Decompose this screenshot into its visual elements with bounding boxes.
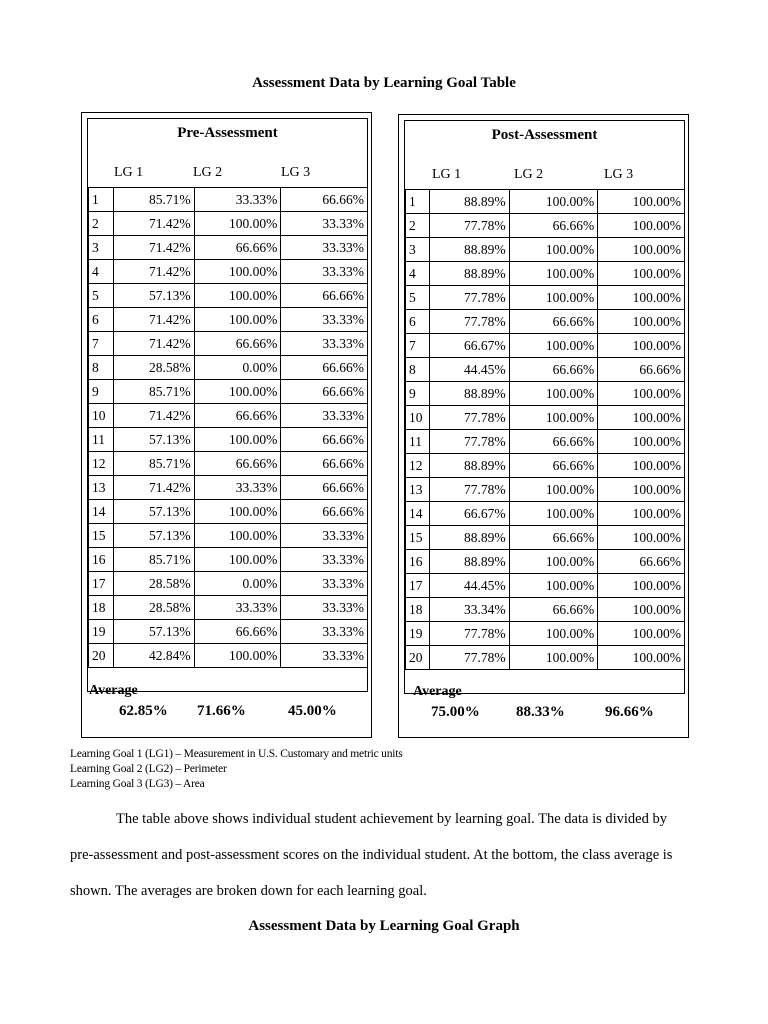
score-cell-lg2: 33.33% [194,596,281,620]
table-row [89,524,368,548]
post-header-lg3: LG 3 [604,167,634,182]
student-number-cell: 15 [406,526,430,550]
score-cell-lg1: 88.89% [429,526,509,550]
student-number-cell: 19 [89,620,114,644]
score-cell-lg3: 66.66% [281,380,368,404]
table-row [406,262,685,286]
student-number-cell: 20 [89,644,114,668]
table-row [406,622,685,646]
score-cell-lg2: 100.00% [194,644,281,668]
student-number-cell: 11 [406,430,430,454]
table-row [406,358,685,382]
student-number-cell: 12 [89,452,114,476]
score-cell-lg1: 57.13% [113,284,194,308]
post-average-label: Average [413,684,462,699]
student-number-cell: 14 [406,502,430,526]
score-cell-lg3: 33.33% [281,260,368,284]
table-row [406,502,685,526]
score-cell-lg1: 71.42% [113,404,194,428]
score-cell-lg1: 66.67% [429,334,509,358]
paragraph-line-2: pre-assessment and post-assessment scores on the individual student. At the bottom, the class average is [70,847,673,863]
score-cell-lg2: 100.00% [509,238,598,262]
score-cell-lg1: 77.78% [429,214,509,238]
post-assessment-inner [404,120,685,694]
score-cell-lg1: 85.71% [113,452,194,476]
student-number-cell: 10 [406,406,430,430]
score-cell-lg3: 100.00% [598,526,685,550]
student-number-cell: 16 [406,550,430,574]
score-cell-lg1: 44.45% [429,574,509,598]
score-cell-lg3: 100.00% [598,430,685,454]
table-row [89,476,368,500]
score-cell-lg1: 88.89% [429,454,509,478]
pre-average-lg3: 45.00% [288,703,337,719]
score-cell-lg3: 33.33% [281,572,368,596]
score-cell-lg2: 100.00% [194,548,281,572]
student-number-cell: 3 [406,238,430,262]
score-cell-lg3: 66.66% [281,452,368,476]
score-cell-lg1: 77.78% [429,286,509,310]
student-number-cell: 13 [406,478,430,502]
score-cell-lg3: 100.00% [598,238,685,262]
student-number-cell: 2 [89,212,114,236]
score-cell-lg2: 66.66% [194,452,281,476]
score-cell-lg3: 100.00% [598,262,685,286]
pre-header-lg3: LG 3 [281,165,311,180]
table-row [89,236,368,260]
table-row [89,356,368,380]
student-number-cell: 8 [406,358,430,382]
student-number-cell: 17 [406,574,430,598]
student-number-cell: 9 [406,382,430,406]
score-cell-lg1: 77.78% [429,646,509,670]
score-cell-lg3: 33.33% [281,332,368,356]
student-number-cell: 15 [89,524,114,548]
score-cell-lg1: 77.78% [429,430,509,454]
score-cell-lg3: 66.66% [281,356,368,380]
score-cell-lg3: 100.00% [598,190,685,214]
score-cell-lg3: 66.66% [598,550,685,574]
score-cell-lg2: 66.66% [509,526,598,550]
score-cell-lg3: 33.33% [281,620,368,644]
score-cell-lg2: 100.00% [509,262,598,286]
score-cell-lg3: 100.00% [598,622,685,646]
score-cell-lg2: 100.00% [509,622,598,646]
score-cell-lg1: 28.58% [113,356,194,380]
post-average-lg2: 88.33% [516,704,565,720]
post-assessment-title: Post-Assessment [491,127,598,143]
pre-assessment-table [88,187,368,668]
score-cell-lg3: 33.33% [281,404,368,428]
score-cell-lg3: 100.00% [598,574,685,598]
student-number-cell: 9 [89,380,114,404]
score-cell-lg2: 0.00% [194,572,281,596]
score-cell-lg3: 66.66% [598,358,685,382]
score-cell-lg3: 33.33% [281,596,368,620]
score-cell-lg2: 100.00% [194,212,281,236]
score-cell-lg3: 100.00% [598,214,685,238]
student-number-cell: 11 [89,428,114,452]
score-cell-lg1: 33.34% [429,598,509,622]
score-cell-lg1: 71.42% [113,308,194,332]
score-cell-lg2: 100.00% [509,478,598,502]
student-number-cell: 5 [89,284,114,308]
table-row [89,620,368,644]
score-cell-lg2: 100.00% [509,286,598,310]
score-cell-lg2: 100.00% [194,428,281,452]
post-assessment-panel [398,114,689,738]
graph-title: Assessment Data by Learning Goal Graph [248,918,520,934]
score-cell-lg1: 88.89% [429,382,509,406]
table-row [89,572,368,596]
pre-assessment-panel [81,112,372,738]
score-cell-lg1: 57.13% [113,620,194,644]
table-row [406,286,685,310]
score-cell-lg2: 100.00% [509,550,598,574]
table-row [406,598,685,622]
score-cell-lg3: 100.00% [598,310,685,334]
paragraph-line-3: shown. The averages are broken down for each learning goal. [70,883,427,899]
table-row [406,526,685,550]
score-cell-lg3: 100.00% [598,334,685,358]
score-cell-lg2: 66.66% [194,332,281,356]
table-row [406,478,685,502]
score-cell-lg2: 100.00% [194,308,281,332]
table-row [89,596,368,620]
post-average-lg1: 75.00% [431,704,480,720]
score-cell-lg1: 28.58% [113,596,194,620]
student-number-cell: 13 [89,476,114,500]
score-cell-lg1: 57.13% [113,524,194,548]
student-number-cell: 6 [89,308,114,332]
score-cell-lg2: 100.00% [194,380,281,404]
score-cell-lg3: 100.00% [598,406,685,430]
table-row [406,310,685,334]
score-cell-lg2: 66.66% [509,310,598,334]
table-row [89,284,368,308]
score-cell-lg2: 100.00% [509,334,598,358]
score-cell-lg2: 66.66% [194,404,281,428]
pre-header-lg2: LG 2 [193,165,223,180]
student-number-cell: 2 [406,214,430,238]
score-cell-lg3: 100.00% [598,502,685,526]
student-number-cell: 5 [406,286,430,310]
table-row [406,646,685,670]
table-row [406,430,685,454]
score-cell-lg1: 42.84% [113,644,194,668]
score-cell-lg2: 0.00% [194,356,281,380]
table-row [406,382,685,406]
score-cell-lg2: 66.66% [509,598,598,622]
score-cell-lg2: 66.66% [509,430,598,454]
score-cell-lg1: 88.89% [429,190,509,214]
score-cell-lg1: 71.42% [113,332,194,356]
score-cell-lg2: 100.00% [509,502,598,526]
table-row [89,428,368,452]
table-row [89,260,368,284]
legend-lg3: Learning Goal 3 (LG3) – Area [70,778,205,790]
score-cell-lg3: 66.66% [281,476,368,500]
student-number-cell: 10 [89,404,114,428]
table-row [89,308,368,332]
pre-assessment-title: Pre-Assessment [177,125,278,141]
score-cell-lg2: 100.00% [509,406,598,430]
score-cell-lg3: 100.00% [598,286,685,310]
table-row [406,214,685,238]
pre-average-lg1: 62.85% [119,703,168,719]
score-cell-lg1: 57.13% [113,428,194,452]
student-number-cell: 12 [406,454,430,478]
student-number-cell: 7 [89,332,114,356]
table-row [406,406,685,430]
score-cell-lg1: 66.67% [429,502,509,526]
student-number-cell: 20 [406,646,430,670]
table-row [89,644,368,668]
post-assessment-table [405,189,685,670]
score-cell-lg2: 66.66% [194,236,281,260]
student-number-cell: 1 [89,188,114,212]
score-cell-lg3: 33.33% [281,548,368,572]
table-row [406,190,685,214]
score-cell-lg2: 100.00% [509,574,598,598]
pre-average-label: Average [89,683,138,698]
score-cell-lg1: 88.89% [429,238,509,262]
table-row [89,212,368,236]
score-cell-lg1: 77.78% [429,622,509,646]
table-row [89,404,368,428]
table-row [89,380,368,404]
table-row [406,238,685,262]
score-cell-lg3: 33.33% [281,644,368,668]
score-cell-lg1: 44.45% [429,358,509,382]
score-cell-lg1: 28.58% [113,572,194,596]
student-number-cell: 18 [406,598,430,622]
score-cell-lg1: 71.42% [113,236,194,260]
score-cell-lg3: 100.00% [598,478,685,502]
student-number-cell: 8 [89,356,114,380]
score-cell-lg3: 33.33% [281,308,368,332]
legend-lg2: Learning Goal 2 (LG2) – Perimeter [70,763,227,775]
score-cell-lg2: 33.33% [194,476,281,500]
score-cell-lg3: 100.00% [598,382,685,406]
student-number-cell: 4 [89,260,114,284]
table-title: Assessment Data by Learning Goal Table [252,75,516,91]
paragraph-line-1: The table above shows individual student achievement by learning goal. The data is divided by [116,811,667,827]
score-cell-lg3: 100.00% [598,598,685,622]
score-cell-lg2: 100.00% [194,500,281,524]
post-header-lg1: LG 1 [432,167,462,182]
score-cell-lg1: 85.71% [113,548,194,572]
score-cell-lg1: 71.42% [113,476,194,500]
score-cell-lg1: 77.78% [429,310,509,334]
score-cell-lg2: 100.00% [509,382,598,406]
score-cell-lg1: 71.42% [113,260,194,284]
table-row [406,454,685,478]
score-cell-lg3: 66.66% [281,284,368,308]
table-row [89,332,368,356]
score-cell-lg1: 88.89% [429,550,509,574]
student-number-cell: 1 [406,190,430,214]
score-cell-lg3: 66.66% [281,500,368,524]
pre-header-lg1: LG 1 [114,165,144,180]
score-cell-lg2: 100.00% [194,284,281,308]
score-cell-lg3: 33.33% [281,524,368,548]
student-number-cell: 6 [406,310,430,334]
table-row [89,452,368,476]
table-row [89,188,368,212]
score-cell-lg2: 66.66% [509,214,598,238]
score-cell-lg2: 66.66% [509,454,598,478]
score-cell-lg3: 66.66% [281,188,368,212]
student-number-cell: 18 [89,596,114,620]
score-cell-lg2: 66.66% [509,358,598,382]
score-cell-lg2: 100.00% [509,190,598,214]
score-cell-lg1: 88.89% [429,262,509,286]
score-cell-lg2: 100.00% [194,260,281,284]
table-row [89,500,368,524]
score-cell-lg3: 33.33% [281,212,368,236]
score-cell-lg1: 77.78% [429,478,509,502]
score-cell-lg3: 100.00% [598,646,685,670]
table-row [406,574,685,598]
student-number-cell: 14 [89,500,114,524]
score-cell-lg3: 33.33% [281,236,368,260]
score-cell-lg1: 85.71% [113,188,194,212]
score-cell-lg2: 66.66% [194,620,281,644]
score-cell-lg1: 57.13% [113,500,194,524]
post-header-lg2: LG 2 [514,167,544,182]
student-number-cell: 16 [89,548,114,572]
score-cell-lg1: 71.42% [113,212,194,236]
table-row [89,548,368,572]
score-cell-lg3: 100.00% [598,454,685,478]
score-cell-lg3: 66.66% [281,428,368,452]
score-cell-lg2: 100.00% [194,524,281,548]
score-cell-lg1: 77.78% [429,406,509,430]
student-number-cell: 4 [406,262,430,286]
post-average-lg3: 96.66% [605,704,654,720]
legend-lg1: Learning Goal 1 (LG1) – Measurement in U.S. Customary and metric units [70,748,403,760]
student-number-cell: 19 [406,622,430,646]
table-row [406,550,685,574]
student-number-cell: 7 [406,334,430,358]
pre-average-lg2: 71.66% [197,703,246,719]
student-number-cell: 17 [89,572,114,596]
score-cell-lg2: 100.00% [509,646,598,670]
student-number-cell: 3 [89,236,114,260]
score-cell-lg2: 33.33% [194,188,281,212]
score-cell-lg1: 85.71% [113,380,194,404]
table-row [406,334,685,358]
pre-assessment-inner [87,118,368,692]
